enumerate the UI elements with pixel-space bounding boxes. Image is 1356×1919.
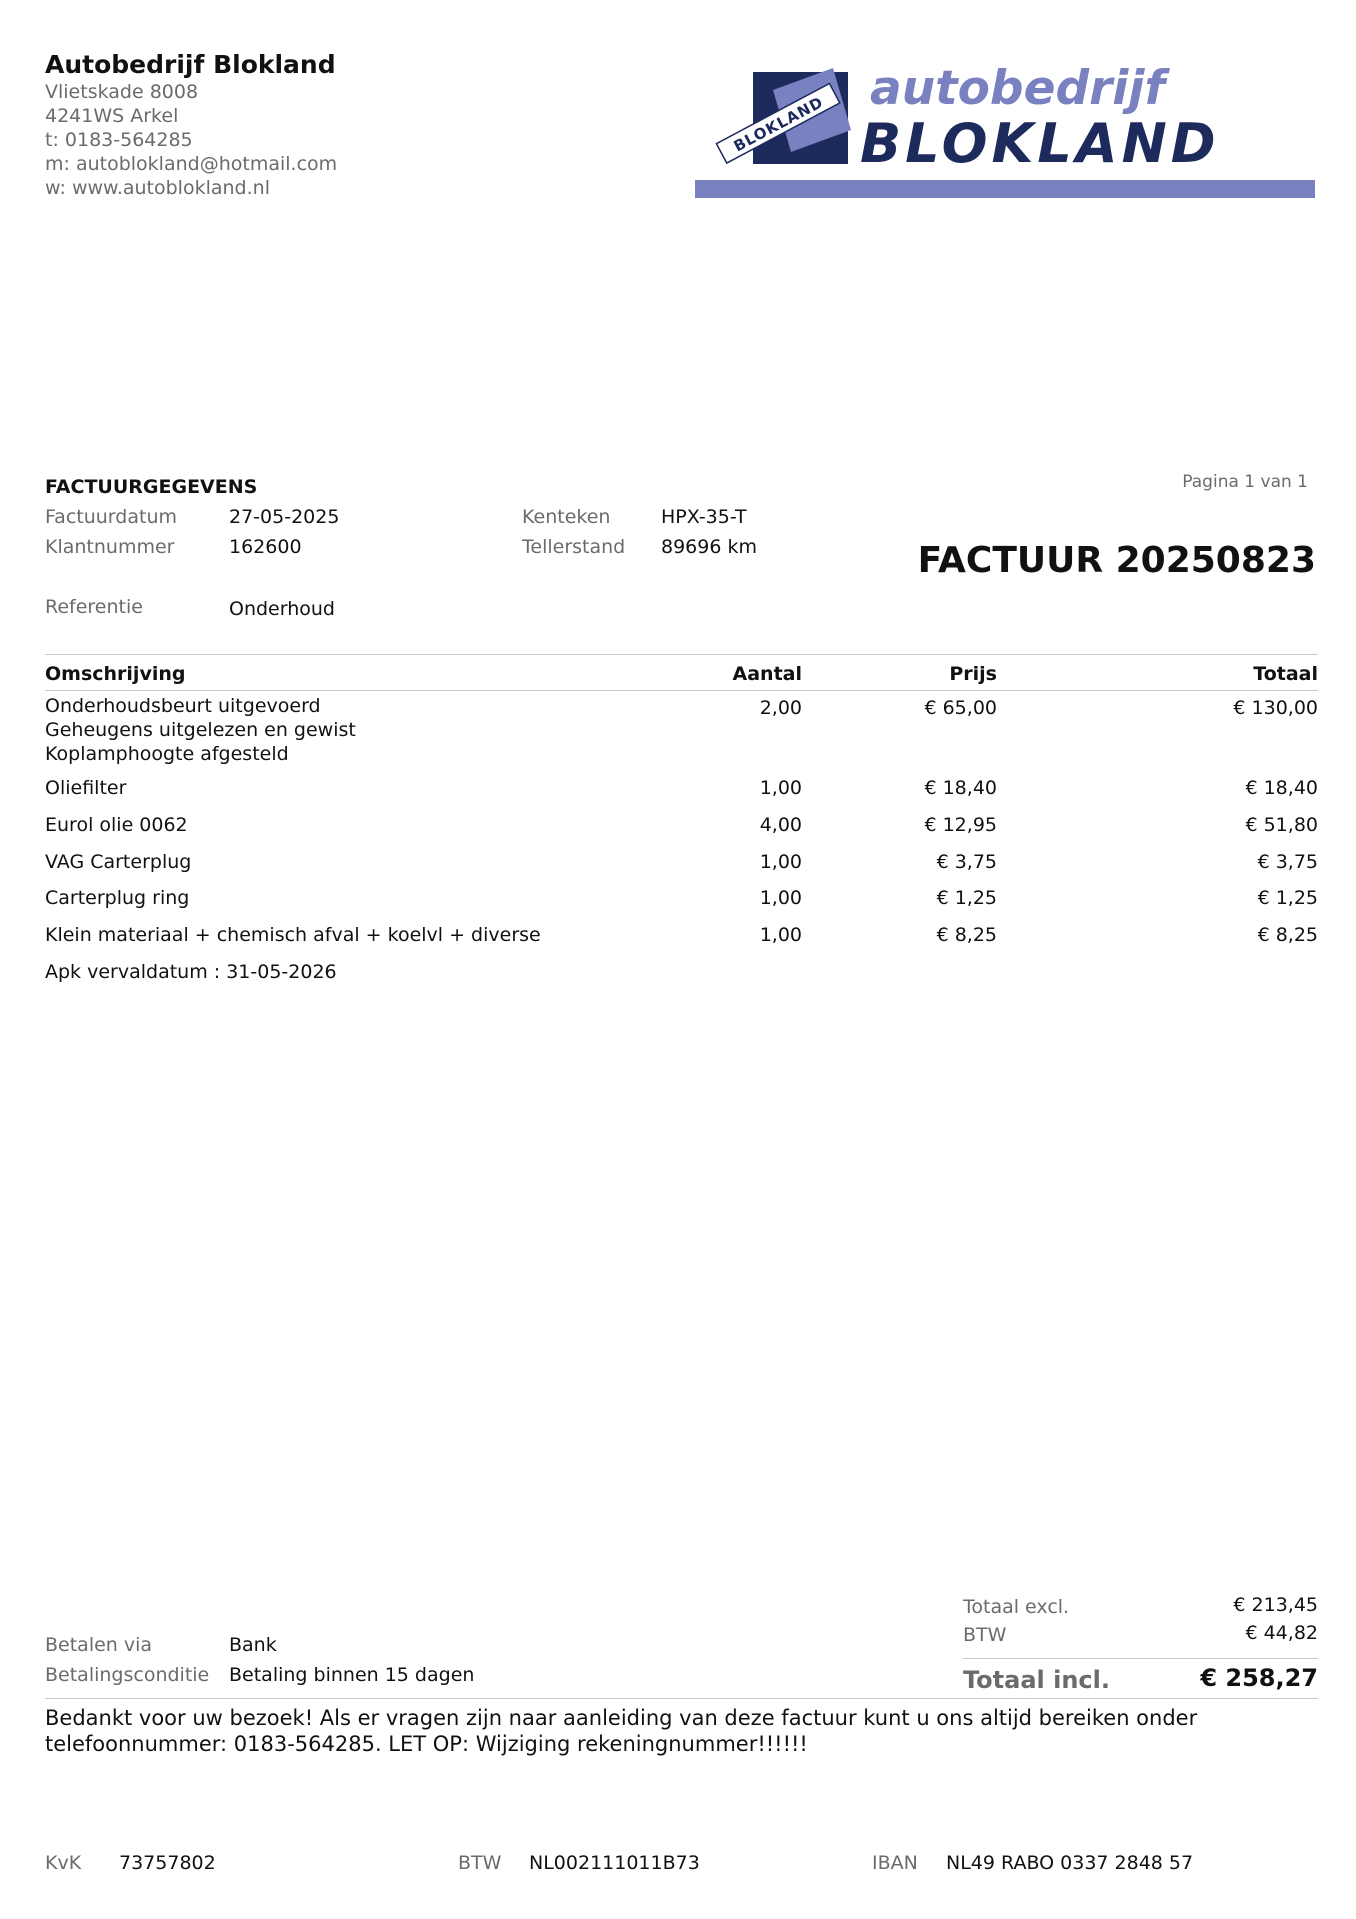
referentie-value: Onderhoud bbox=[229, 598, 335, 620]
row-desc-line: Carterplug ring bbox=[45, 887, 190, 909]
tellerstand-label: Tellerstand bbox=[522, 536, 626, 558]
kvk-label: KvK bbox=[45, 1852, 82, 1874]
totaal-excl-label: Totaal excl. bbox=[963, 1596, 1070, 1618]
thanks-message: Bedankt voor uw bezoek! Als er vragen zijn naar aanleiding van deze factuur kunt u ons altijd bereiken onder telefoonnummer: 0183-564285. LET OP: Wijziging rekeningnummer!!!!!! bbox=[45, 1706, 1198, 1756]
row-prijs: € 8,25 bbox=[936, 924, 997, 946]
row-prijs: € 65,00 bbox=[924, 697, 997, 719]
row-aantal: 1,00 bbox=[759, 887, 802, 909]
row-desc-line: Koplamphoogte afgesteld bbox=[45, 743, 289, 765]
company-logo bbox=[695, 60, 1315, 200]
row-aantal: 1,00 bbox=[759, 851, 802, 873]
btw-label: BTW bbox=[963, 1624, 1007, 1646]
kvk-value: 73757802 bbox=[119, 1852, 216, 1874]
row-aantal: 4,00 bbox=[759, 814, 802, 836]
logo-badge-text: BLOKLAND bbox=[730, 92, 827, 156]
row-desc-line: Onderhoudsbeurt uitgevoerd bbox=[45, 695, 321, 717]
tellerstand-value: 89696 km bbox=[661, 536, 757, 558]
invoice-title: FACTUUR 20250823 bbox=[917, 540, 1316, 581]
footer-btw-label: BTW bbox=[458, 1852, 502, 1874]
payment-rule bbox=[45, 1698, 1318, 1699]
section-title: FACTUURGEGEVENS bbox=[45, 476, 258, 498]
col-header-aantal: Aantal bbox=[732, 663, 802, 685]
factuurdatum-label: Factuurdatum bbox=[45, 506, 177, 528]
betalen-via-value: Bank bbox=[229, 1634, 277, 1656]
kenteken-value: HPX-35-T bbox=[661, 506, 747, 528]
table-top-rule bbox=[45, 654, 1318, 655]
row-desc-line: Geheugens uitgelezen en gewist bbox=[45, 719, 356, 741]
klantnummer-label: Klantnummer bbox=[45, 536, 175, 558]
totaal-excl-value: € 213,45 bbox=[1233, 1594, 1318, 1616]
row-desc-line: VAG Carterplug bbox=[45, 851, 192, 873]
row-aantal: 2,00 bbox=[759, 697, 802, 719]
col-header-omschrijving: Omschrijving bbox=[45, 663, 186, 685]
referentie-label: Referentie bbox=[45, 596, 143, 618]
betalen-via-label: Betalen via bbox=[45, 1634, 153, 1656]
row-desc-line: Eurol olie 0062 bbox=[45, 814, 188, 836]
address-phone: t: 0183-564285 bbox=[45, 129, 193, 151]
klantnummer-value: 162600 bbox=[229, 536, 302, 558]
iban-value: NL49 RABO 0337 2848 57 bbox=[946, 1852, 1194, 1874]
row-prijs: € 3,75 bbox=[936, 851, 997, 873]
row-aantal: 1,00 bbox=[759, 924, 802, 946]
btw-value: € 44,82 bbox=[1245, 1622, 1318, 1644]
totaal-incl-label: Totaal incl. bbox=[963, 1666, 1110, 1694]
address-street: Vlietskade 8008 bbox=[45, 81, 199, 103]
row-prijs: € 18,40 bbox=[924, 777, 997, 799]
row-totaal: € 3,75 bbox=[1257, 851, 1318, 873]
row-totaal: € 18,40 bbox=[1245, 777, 1318, 799]
row-totaal: € 51,80 bbox=[1245, 814, 1318, 836]
address-email: m: autoblokland@hotmail.com bbox=[45, 153, 338, 175]
table-row-description bbox=[45, 694, 356, 766]
logo-line2: BLOKLAND bbox=[860, 112, 1220, 175]
totaal-incl-value: € 258,27 bbox=[1200, 1664, 1318, 1692]
row-desc-line: Oliefilter bbox=[45, 777, 127, 799]
company-name: Autobedrijf Blokland bbox=[45, 50, 336, 79]
row-prijs: € 1,25 bbox=[936, 887, 997, 909]
betalingsconditie-value: Betaling binnen 15 dagen bbox=[229, 1664, 475, 1686]
kenteken-label: Kenteken bbox=[522, 506, 611, 528]
row-totaal: € 8,25 bbox=[1257, 924, 1318, 946]
col-header-totaal: Totaal bbox=[1253, 663, 1318, 685]
totals-rule bbox=[963, 1658, 1318, 1659]
address-city: 4241WS Arkel bbox=[45, 105, 179, 127]
row-prijs: € 12,95 bbox=[924, 814, 997, 836]
factuurdatum-value: 27-05-2025 bbox=[229, 506, 340, 528]
row-totaal: € 1,25 bbox=[1257, 887, 1318, 909]
table-header-rule bbox=[45, 690, 1318, 691]
betalingsconditie-label: Betalingsconditie bbox=[45, 1664, 210, 1686]
footer-btw-value: NL002111011B73 bbox=[529, 1852, 700, 1874]
address-website: w: www.autoblokland.nl bbox=[45, 177, 270, 199]
logo-line1: autobedrijf bbox=[870, 61, 1165, 116]
apk-note: Apk vervaldatum : 31-05-2026 bbox=[45, 961, 337, 983]
iban-label: IBAN bbox=[872, 1852, 918, 1874]
logo-underline-bar bbox=[695, 180, 1315, 198]
row-desc-line: Klein materiaal + chemisch afval + koelvl + diverse bbox=[45, 924, 541, 946]
row-aantal: 1,00 bbox=[759, 777, 802, 799]
col-header-prijs: Prijs bbox=[949, 663, 997, 685]
page-number: Pagina 1 van 1 bbox=[1182, 472, 1308, 492]
row-totaal: € 130,00 bbox=[1233, 697, 1318, 719]
